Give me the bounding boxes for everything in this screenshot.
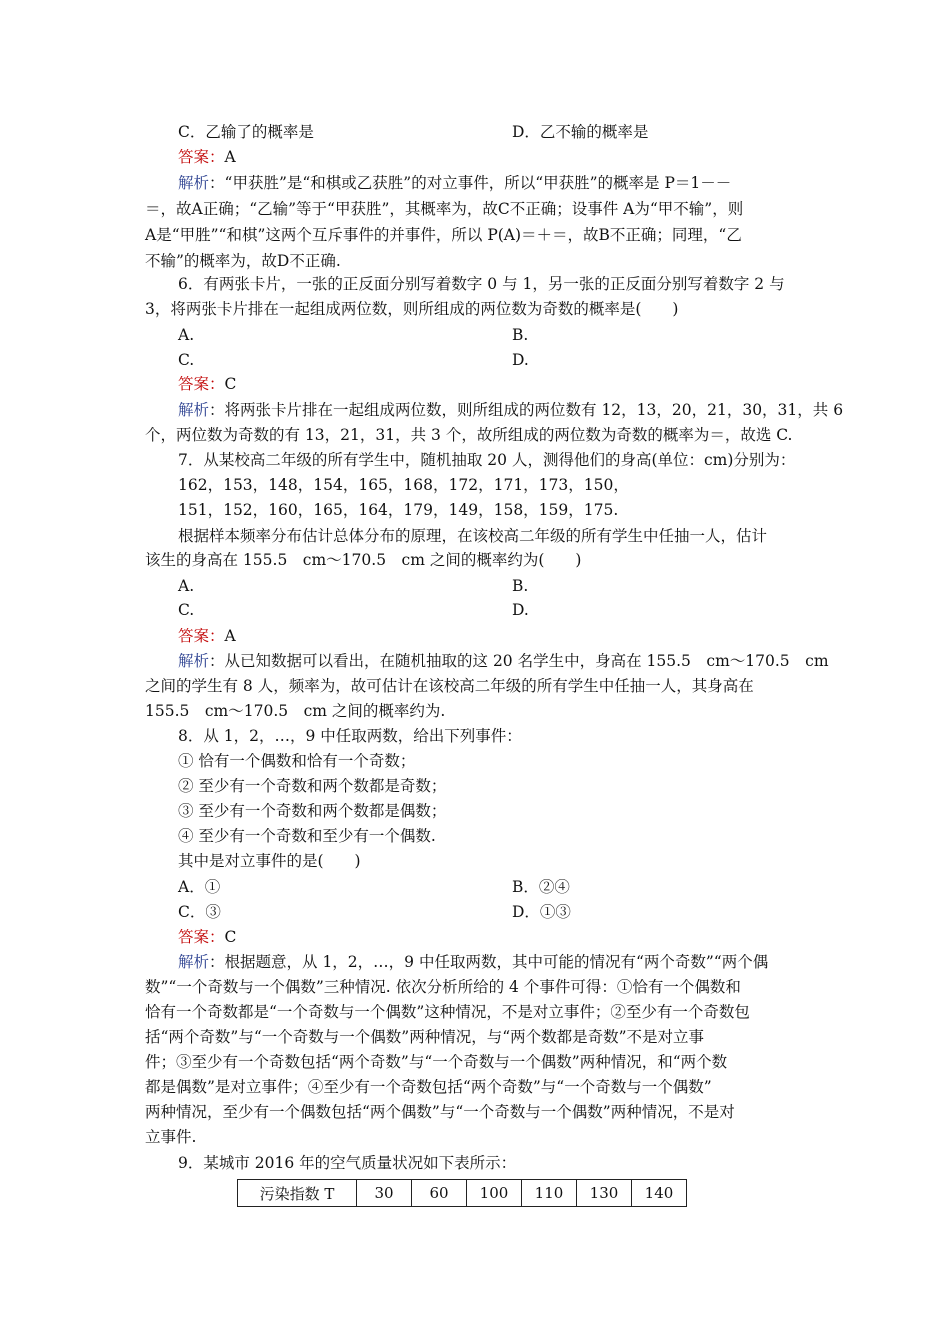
q8-analysis-line: 括“两个奇数”与“一个奇数与一个偶数”两种情况，与“两个数都是奇数”不是对立事	[145, 1028, 705, 1046]
q5-analysis-line: 解析：“甲获胜”是“和棋或乙获胜”的对立事件，所以“甲获胜”的概率是 P＝1－－	[178, 174, 732, 192]
q8-answer	[178, 925, 843, 950]
table-header-cell: 污染指数 T	[238, 1180, 357, 1207]
answer-label: 答案：	[178, 148, 225, 166]
q6-option-c: C.	[178, 351, 195, 369]
answer-label: 答案：	[178, 375, 225, 393]
analysis-label: 解析	[178, 174, 210, 192]
answer-value: A	[224, 148, 236, 166]
q8-option-d: D．①③	[512, 903, 571, 921]
q7-analysis-line: 155.5 cm～170.5 cm 之间的概率约为.	[145, 702, 446, 720]
analysis-label: 解析	[178, 953, 210, 971]
q8-option-b: B．②④	[512, 878, 570, 896]
q7-option-b: B.	[512, 577, 529, 595]
q8-stem-line: 其中是对立事件的是( )	[178, 852, 361, 870]
q7-answer	[178, 624, 843, 649]
q8-analysis-line: 件；③至少有一个奇数包括“两个奇数”与“一个奇数与一个偶数”两种情况，和“两个数	[145, 1053, 728, 1071]
table-cell: 60	[412, 1180, 467, 1207]
table-cell: 100	[467, 1180, 522, 1207]
answer-value: C	[224, 928, 237, 946]
q8-event-item: ② 至少有一个奇数和两个数都是奇数；	[178, 777, 447, 795]
q5-analysis-line: A是“甲胜”“和棋”这两个互斥事件的并事件，所以 P(A)＝＋＝，故B不正确；同理，“乙	[145, 226, 742, 244]
q8-analysis-line: 都是偶数”是对立事件；④至少有一个奇数包括“两个奇数”与“一个奇数与一个偶数”	[145, 1078, 712, 1096]
q5-analysis-line: 不输”的概率为，故D不正确.	[145, 252, 341, 270]
q8-event-item: ③ 至少有一个奇数和两个数都是偶数；	[178, 802, 447, 820]
q7-option-d: D.	[512, 601, 529, 619]
q8-analysis-line: 数”“一个奇数与一个偶数”三种情况. 依次分析所给的 4 个事件可得：①恰有一个偶数和	[145, 978, 741, 996]
q6-stem-line: 6．有两张卡片，一张的正反面分别写着数字 0 与 1，另一张的正反面分别写着数字 2 与	[178, 275, 785, 293]
q8-analysis-line: 两种情况，至少有一个偶数包括“两个偶数”与“一个奇数与一个偶数”两种情况，不是对	[145, 1103, 735, 1121]
q7-stem-line: 根据样本频率分布估计总体分布的原理，在该校高二年级的所有学生中任抽一人，估计	[178, 527, 768, 545]
answer-value: A	[224, 627, 236, 645]
q5-option-d: D．乙不输的概率是	[512, 123, 649, 141]
q6-analysis-line: 个，两位数为奇数的有 13，21，31，共 3 个，故所组成的两位数为奇数的概率为＝，故选 C.	[145, 426, 793, 444]
q6-option-b: B.	[512, 326, 529, 344]
q7-option-c: C.	[178, 601, 195, 619]
q7-stem-line: 151，152，160，165，164，179，149，158，159，175.	[178, 501, 619, 519]
q8-analysis-line: 立事件.	[145, 1128, 197, 1146]
answer-label: 答案：	[178, 627, 225, 645]
q9-stem: 9．某城市 2016 年的空气质量状况如下表所示：	[178, 1154, 517, 1172]
table-cell: 110	[522, 1180, 577, 1207]
q8-analysis-line: 解析：根据题意，从 1，2，…，9 中任取两数，其中可能的情况有“两个奇数”“两个偶	[178, 953, 769, 971]
table-row	[238, 1180, 687, 1207]
q5-answer	[178, 145, 843, 170]
q5-option-c: C．乙输了的概率是	[178, 123, 314, 141]
q8-event-item: ① 恰有一个偶数和恰有一个奇数；	[178, 752, 416, 770]
q7-stem-line: 该生的身高在 155.5 cm～170.5 cm 之间的概率约为( )	[145, 551, 582, 569]
q5-analysis-line: ＝，故A正确；“乙输”等于“甲获胜”，其概率为，故C不正确；设事件 A为“甲不输”，则	[145, 200, 744, 218]
q7-option-a: A.	[178, 577, 195, 595]
q8-option-a: A．①	[178, 878, 221, 896]
answer-value: C	[224, 375, 237, 393]
table-cell: 30	[357, 1180, 412, 1207]
analysis-label: 解析	[178, 652, 210, 670]
q8-event-item: ④ 至少有一个奇数和至少有一个偶数.	[178, 827, 436, 845]
q7-analysis-line: 解析：从已知数据可以看出，在随机抽取的这 20 名学生中，身高在 155.5 cm～170.5 cm	[178, 652, 829, 670]
table-cell: 140	[632, 1180, 687, 1207]
q6-option-d: D.	[512, 351, 529, 369]
q7-analysis-line: 之间的学生有 8 人，频率为，故可估计在该校高二年级的所有学生中任抽一人，其身高在	[145, 677, 754, 695]
q6-answer	[178, 372, 843, 397]
air-quality-table	[237, 1179, 687, 1207]
q8-analysis-line: 恰有一个奇数都是“一个奇数与一个偶数”这种情况，不是对立事件；②至少有一个奇数包	[145, 1003, 750, 1021]
q8-stem-line: 8．从 1，2，…，9 中任取两数，给出下列事件：	[178, 727, 522, 745]
analysis-label: 解析	[178, 401, 210, 419]
q6-analysis-line: 解析：将两张卡片排在一起组成两位数，则所组成的两位数有 12，13，20，21，30，31，共 6	[178, 401, 844, 419]
q6-stem-line: 3，将两张卡片排在一起组成两位数，则所组成的两位数为奇数的概率是( )	[145, 300, 679, 318]
q6-option-a: A.	[178, 326, 195, 344]
table-cell: 130	[577, 1180, 632, 1207]
q7-stem-line: 162，153，148，154，165，168，172，171，173，150，	[178, 476, 629, 494]
q7-stem-line: 7．从某校高二年级的所有学生中，随机抽取 20 人，测得他们的身高(单位：cm)分别为：	[178, 451, 796, 469]
answer-label: 答案：	[178, 928, 225, 946]
q8-option-c: C．③	[178, 903, 221, 921]
